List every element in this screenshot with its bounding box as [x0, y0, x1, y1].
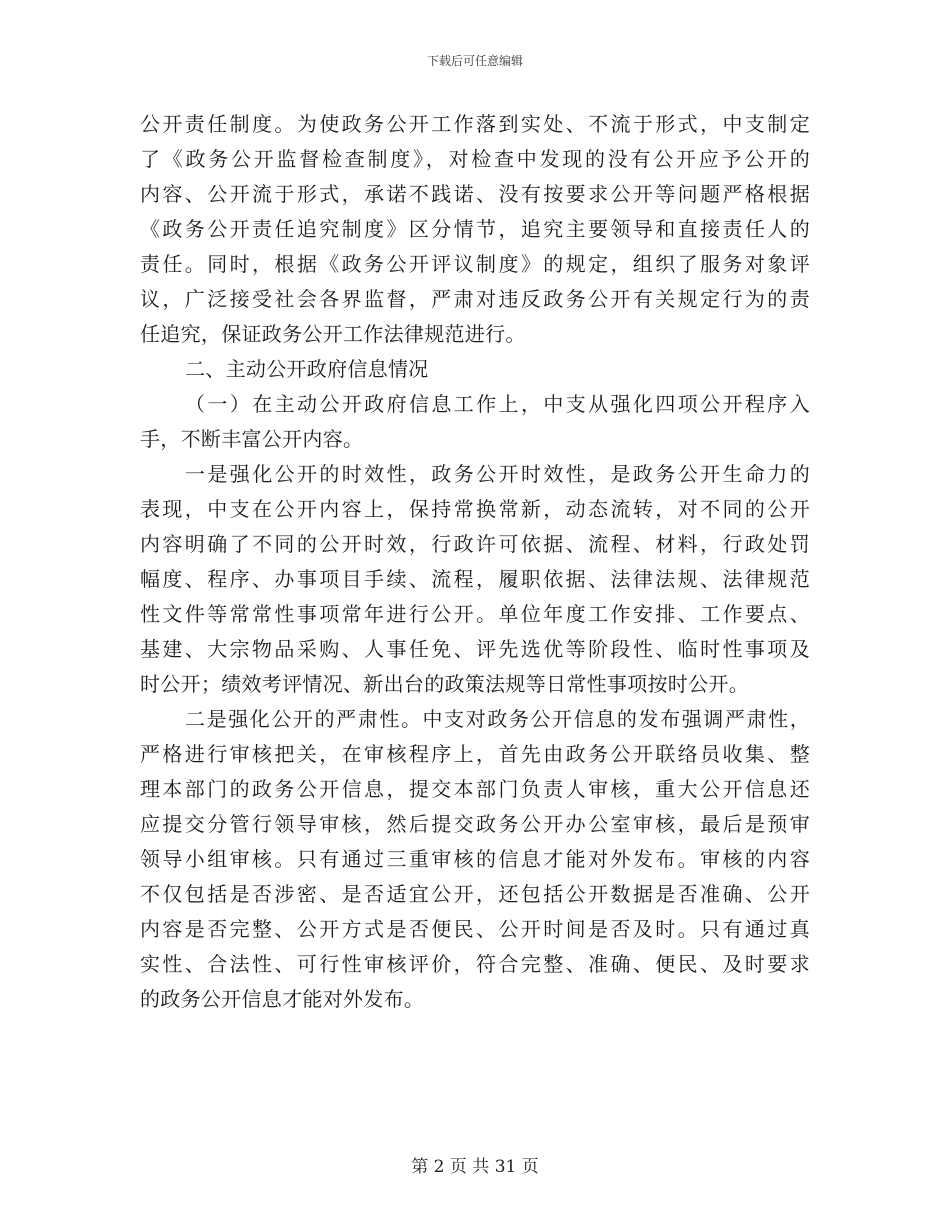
text-line: 了《政务公开监督检查制度》，对检查中发现的没有公开应予公开的	[140, 147, 810, 171]
text-line: 的政务公开信息才能对外发布。	[140, 987, 425, 1011]
text-line: 内容是否完整、公开方式是否便民、公开时间是否及时。只有通过真	[140, 917, 810, 941]
text-line: 责任。同时，根据《政务公开评议制度》的规定，组织了服务对象评	[140, 252, 810, 276]
text-line: 领导小组审核。只有通过三重审核的信息才能对外发布。审核的内容	[140, 847, 810, 871]
text-line: 幅度、程序、办事项目手续、流程，履职依据、法律法规、法律规范	[140, 567, 810, 591]
page-header: 下载后可任意编辑	[426, 54, 523, 68]
text-line: 时公开；绩效考评情况、新出台的政策法规等日常性事项按时公开。	[140, 672, 749, 696]
text-line: 二是强化公开的严肃性。中支对政务公开信息的发布强调严肃性，	[185, 707, 810, 731]
text-line: 内容明确了不同的公开时效，行政许可依据、流程、材料，行政处罚	[140, 532, 810, 556]
text-line: 议，广泛接受社会各界监督，严肃对违反政务公开有关规定行为的责	[140, 287, 810, 311]
section-heading: 二、主动公开政府信息情况	[185, 357, 429, 381]
text-line: 任追究，保证政务公开工作法律规范进行。	[140, 322, 526, 346]
text-line: 基建、大宗物品采购、人事任免、评先选优等阶段性、临时性事项及	[140, 637, 810, 661]
text-line: 理本部门的政务公开信息，提交本部门负责人审核，重大公开信息还	[140, 777, 810, 801]
text-line: 实性、合法性、可行性审核评价，符合完整、准确、便民、及时要求	[140, 952, 810, 976]
text-line: 表现，中支在公开内容上，保持常换常新，动态流转，对不同的公开	[140, 497, 810, 521]
text-line: 内容、公开流于形式，承诺不践诺、没有按要求公开等问题严格根据	[140, 182, 810, 206]
text-line: 手，不断丰富公开内容。	[140, 427, 364, 451]
text-line: 不仅包括是否涉密、是否适宜公开，还包括公开数据是否准确、公开	[140, 882, 810, 906]
text-line: （一）在主动公开政府信息工作上，中支从强化四项公开程序入	[185, 392, 810, 416]
text-line: 严格进行审核把关，在审核程序上，首先由政务公开联络员收集、整	[140, 742, 810, 766]
page-number: 第 2 页 共 31 页	[411, 1157, 539, 1177]
text-line: 《政务公开责任追究制度》区分情节，追究主要领导和直接责任人的	[140, 217, 810, 241]
text-line: 应提交分管行领导审核，然后提交政务公开办公室审核，最后是预审	[140, 812, 810, 836]
document-body	[140, 107, 810, 1017]
text-line: 公开责任制度。为使政务公开工作落到实处、不流于形式，中支制定	[140, 112, 810, 136]
text-line: 一是强化公开的时效性，政务公开时效性，是政务公开生命力的	[185, 462, 810, 486]
text-line: 性文件等常常性事项常年进行公开。单位年度工作安排、工作要点、	[140, 602, 810, 626]
